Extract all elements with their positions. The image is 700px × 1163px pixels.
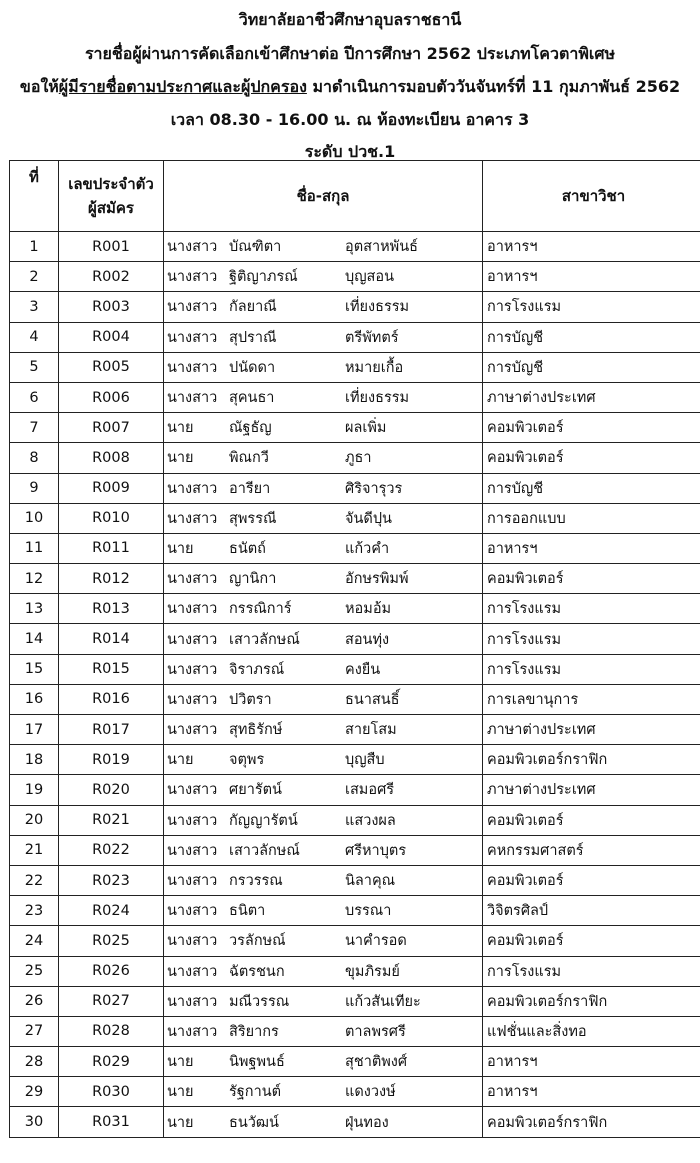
announcement-time-place: เวลา 08.30 - 16.00 น. ณ ห้องทะเบียน อาคาร 3 — [170, 110, 530, 129]
major: คอมพิวเตอร์กราฟิก — [483, 986, 700, 1016]
applicant-id: R014 — [59, 624, 164, 654]
name-title: นางสาว — [167, 873, 218, 890]
full-name-cell — [164, 322, 483, 352]
full-name — [164, 1111, 482, 1134]
college-name: วิทยาลัยอาชีวศึกษาอุบลราชธานี — [238, 10, 462, 29]
major: คอมพิวเตอร์กราฟิก — [483, 1107, 700, 1137]
full-name-cell — [164, 413, 483, 443]
applicant-id: R004 — [59, 322, 164, 352]
table-row — [10, 715, 700, 745]
full-name-cell — [164, 292, 483, 322]
table-row — [10, 1107, 700, 1137]
full-name-cell — [164, 533, 483, 563]
full-name — [164, 778, 482, 801]
major: อาหารฯ — [483, 1047, 700, 1077]
header-applicant-id — [59, 161, 164, 232]
table-row — [10, 473, 700, 503]
full-name — [164, 567, 482, 590]
applicant-id: R013 — [59, 594, 164, 624]
row-number: 1 — [10, 232, 59, 262]
table-row — [10, 835, 700, 865]
header-full-name: ชื่อ-สกุล — [164, 161, 483, 232]
applicant-id: R003 — [59, 292, 164, 322]
full-name — [164, 356, 482, 379]
major: คอมพิวเตอร์ — [483, 805, 700, 835]
table-row — [10, 624, 700, 654]
full-name-cell — [164, 715, 483, 745]
major: คอมพิวเตอร์กราฟิก — [483, 745, 700, 775]
full-name-cell — [164, 684, 483, 714]
applicant-id: R015 — [59, 654, 164, 684]
full-name-cell — [164, 775, 483, 805]
name-title: นาย — [167, 540, 194, 557]
table-row — [10, 745, 700, 775]
first-name: สุทธิรักษ์ — [229, 722, 283, 739]
full-name — [164, 477, 482, 500]
applicant-id: R021 — [59, 805, 164, 835]
row-number: 23 — [10, 896, 59, 926]
first-name: กรรณิการ์ — [229, 601, 292, 618]
applicant-id: R010 — [59, 503, 164, 533]
last-name: บรรณา — [345, 903, 392, 920]
first-name: ฐิติญาภรณ์ — [229, 269, 298, 286]
name-title: นางสาว — [167, 631, 218, 648]
major: คอมพิวเตอร์ — [483, 865, 700, 895]
major: อาหารฯ — [483, 262, 700, 292]
first-name: กัญญารัตน์ — [229, 812, 298, 829]
table-row — [10, 865, 700, 895]
full-name — [164, 326, 482, 349]
student-list-table — [9, 160, 700, 1138]
table-row — [10, 805, 700, 835]
last-name: ศรีหาบุตร — [345, 842, 407, 859]
name-title: นางสาว — [167, 963, 218, 980]
last-name: นาคำรอด — [345, 933, 407, 950]
full-name — [164, 658, 482, 681]
full-name-cell — [164, 805, 483, 835]
name-title: นาย — [167, 1054, 194, 1071]
last-name: แก้วคำ — [345, 540, 390, 557]
applicant-id: R005 — [59, 352, 164, 382]
row-number: 30 — [10, 1107, 59, 1137]
major: อาหารฯ — [483, 232, 700, 262]
row-number: 15 — [10, 654, 59, 684]
name-title: นางสาว — [167, 661, 218, 678]
major: การโรงแรม — [483, 292, 700, 322]
name-title: นาย — [167, 752, 194, 769]
full-name — [164, 748, 482, 771]
table-row — [10, 382, 700, 412]
last-name: เที่ยงธรรม — [345, 390, 410, 407]
applicant-id: R001 — [59, 232, 164, 262]
row-number: 13 — [10, 594, 59, 624]
table-row — [10, 413, 700, 443]
last-name: สุชาติพงศ์ — [345, 1054, 408, 1071]
major: การโรงแรม — [483, 956, 700, 986]
full-name-cell — [164, 443, 483, 473]
full-name-cell — [164, 1047, 483, 1077]
applicant-id: R011 — [59, 533, 164, 563]
full-name-cell — [164, 1107, 483, 1137]
table-body — [10, 232, 700, 1138]
instruction-underlined: ผู้มีรายชื่อตามประกาศและผู้ปกครอง — [58, 77, 307, 96]
first-name: พิณกวี — [229, 450, 269, 467]
applicant-id: R008 — [59, 443, 164, 473]
last-name: ภูธา — [345, 450, 372, 467]
table-row — [10, 986, 700, 1016]
full-name — [164, 386, 482, 409]
major: การบัญชี — [483, 473, 700, 503]
full-name-cell — [164, 654, 483, 684]
name-title: นางสาว — [167, 571, 218, 588]
row-number: 4 — [10, 322, 59, 352]
full-name — [164, 899, 482, 922]
name-title: นางสาว — [167, 510, 218, 527]
full-name — [164, 960, 482, 983]
announcement-instruction — [0, 75, 700, 100]
last-name: ตรีพัทตร์ — [345, 329, 399, 346]
last-name: แก้วสันเทียะ — [345, 993, 421, 1010]
name-title: นางสาว — [167, 842, 218, 859]
instruction-prefix: ขอให้ — [19, 77, 59, 96]
last-name: ผลเพิ่ม — [345, 420, 387, 437]
name-title: นางสาว — [167, 1023, 218, 1040]
full-name — [164, 1080, 482, 1103]
last-name: จันดีปุน — [345, 510, 392, 527]
first-name: เสาวลักษณ์ — [229, 842, 300, 859]
major: คหกรรมศาสตร์ — [483, 835, 700, 865]
full-name-cell — [164, 745, 483, 775]
applicant-id: R025 — [59, 926, 164, 956]
last-name: ฝุ่นทอง — [345, 1114, 389, 1131]
applicant-id: R012 — [59, 564, 164, 594]
full-name — [164, 718, 482, 741]
row-number: 28 — [10, 1047, 59, 1077]
major: การโรงแรม — [483, 624, 700, 654]
name-title: นางสาว — [167, 239, 218, 256]
header-major: สาขาวิชา — [483, 161, 700, 232]
row-number: 17 — [10, 715, 59, 745]
full-name — [164, 416, 482, 439]
applicant-id: R020 — [59, 775, 164, 805]
first-name: จิราภรณ์ — [229, 661, 285, 678]
table-row — [10, 292, 700, 322]
education-level: ระดับ ปวช.1 — [304, 142, 396, 161]
full-name — [164, 235, 482, 258]
last-name: หมายเกื้อ — [345, 359, 404, 376]
name-title: นางสาว — [167, 299, 218, 316]
full-name — [164, 929, 482, 952]
row-number: 29 — [10, 1077, 59, 1107]
row-number: 27 — [10, 1016, 59, 1046]
full-name — [164, 446, 482, 469]
applicant-id: R030 — [59, 1077, 164, 1107]
last-name: เที่ยงธรรม — [345, 299, 410, 316]
last-name: ธนาสนธิ์ — [345, 691, 400, 708]
applicant-id: R007 — [59, 413, 164, 443]
full-name-cell — [164, 926, 483, 956]
first-name: สุปราณี — [229, 329, 277, 346]
applicant-id: R002 — [59, 262, 164, 292]
full-name-cell — [164, 835, 483, 865]
table-row — [10, 896, 700, 926]
first-name: ธนิตา — [229, 903, 266, 920]
table-row — [10, 322, 700, 352]
major: คอมพิวเตอร์ — [483, 926, 700, 956]
name-title: นางสาว — [167, 993, 218, 1010]
applicant-id: R009 — [59, 473, 164, 503]
applicant-id: R026 — [59, 956, 164, 986]
major: การบัญชี — [483, 322, 700, 352]
full-name — [164, 628, 482, 651]
table-row — [10, 1047, 700, 1077]
full-name-cell — [164, 382, 483, 412]
first-name: ธนัตถ์ — [229, 540, 266, 557]
major: การเลขานุการ — [483, 684, 700, 714]
row-number: 24 — [10, 926, 59, 956]
full-name-cell — [164, 624, 483, 654]
last-name: ขุมภิรมย์ — [345, 963, 400, 980]
last-name: คงยืน — [345, 661, 381, 678]
name-title: นางสาว — [167, 359, 218, 376]
major: แฟชั่นและสิ่งทอ — [483, 1016, 700, 1046]
first-name: รัฐกานต์ — [229, 1084, 282, 1101]
applicant-id: R019 — [59, 745, 164, 775]
row-number: 19 — [10, 775, 59, 805]
instruction-suffix: มาดำเนินการมอบตัววันจันทร์ที่ 11 กุมภาพันธ์ 2562 — [306, 77, 681, 96]
first-name: กรวรรณ — [229, 873, 283, 890]
first-name: นิพฐพนธ์ — [229, 1054, 285, 1071]
row-number: 10 — [10, 503, 59, 533]
major: ภาษาต่างประเทศ — [483, 715, 700, 745]
row-number: 3 — [10, 292, 59, 322]
row-number: 22 — [10, 865, 59, 895]
name-title: นาย — [167, 1114, 194, 1131]
last-name: อักษรพิมพ์ — [345, 571, 409, 588]
row-number: 14 — [10, 624, 59, 654]
applicant-id: R023 — [59, 865, 164, 895]
applicant-id: R016 — [59, 684, 164, 714]
name-title: นาย — [167, 1084, 194, 1101]
last-name: เสมอศรี — [345, 782, 395, 799]
full-name-cell — [164, 564, 483, 594]
full-name-cell — [164, 865, 483, 895]
last-name: บุญสืบ — [345, 752, 385, 769]
table-row — [10, 443, 700, 473]
last-name: สายโสม — [345, 722, 397, 739]
full-name — [164, 265, 482, 288]
first-name: เสาวลักษณ์ — [229, 631, 300, 648]
applicant-id: R027 — [59, 986, 164, 1016]
first-name: วรลักษณ์ — [229, 933, 286, 950]
name-title: นางสาว — [167, 812, 218, 829]
name-title: นางสาว — [167, 903, 218, 920]
last-name: อุตสาหพันธ์ — [345, 239, 418, 256]
major: อาหารฯ — [483, 533, 700, 563]
full-name — [164, 809, 482, 832]
full-name — [164, 839, 482, 862]
name-title: นางสาว — [167, 782, 218, 799]
row-number: 5 — [10, 352, 59, 382]
header-no: ที่ — [10, 161, 59, 232]
name-title: นางสาว — [167, 933, 218, 950]
row-number: 2 — [10, 262, 59, 292]
applicant-id: R017 — [59, 715, 164, 745]
major: อาหารฯ — [483, 1077, 700, 1107]
applicant-id: R024 — [59, 896, 164, 926]
last-name: สอนทุ่ง — [345, 631, 390, 648]
row-number: 16 — [10, 684, 59, 714]
full-name-cell — [164, 1077, 483, 1107]
full-name-cell — [164, 352, 483, 382]
full-name — [164, 597, 482, 620]
full-name — [164, 507, 482, 530]
full-name — [164, 869, 482, 892]
first-name: ปนัดดา — [229, 359, 276, 376]
name-title: นางสาว — [167, 329, 218, 346]
row-number: 25 — [10, 956, 59, 986]
first-name: อารียา — [229, 480, 271, 497]
full-name — [164, 1050, 482, 1073]
name-title: นางสาว — [167, 691, 218, 708]
applicant-id: R022 — [59, 835, 164, 865]
name-title: นางสาว — [167, 480, 218, 497]
first-name: ฉัตรชนก — [229, 963, 285, 980]
table-row — [10, 956, 700, 986]
table-row — [10, 1077, 700, 1107]
table-header-row — [10, 161, 700, 232]
major: การโรงแรม — [483, 594, 700, 624]
last-name: แดงวงษ์ — [345, 1084, 396, 1101]
table-row — [10, 926, 700, 956]
last-name: ศิริจารุวร — [345, 480, 403, 497]
table-row — [10, 654, 700, 684]
announcement-title: รายชื่อผู้ผ่านการคัดเลือกเข้าศึกษาต่อ ปีการศึกษา 2562 ประเภทโควตาพิเศษ — [84, 44, 616, 63]
full-name-cell — [164, 503, 483, 533]
major: คอมพิวเตอร์ — [483, 413, 700, 443]
table-row — [10, 684, 700, 714]
major: การออกแบบ — [483, 503, 700, 533]
first-name: สุคนธา — [229, 390, 275, 407]
first-name: มณีวรรณ — [229, 993, 290, 1010]
full-name — [164, 688, 482, 711]
major: ภาษาต่างประเทศ — [483, 382, 700, 412]
header-applicant-id-line1: เลขประจำตัว — [68, 175, 154, 193]
row-number: 6 — [10, 382, 59, 412]
first-name: สุพรรณี — [229, 510, 277, 527]
full-name-cell — [164, 896, 483, 926]
table-row — [10, 352, 700, 382]
last-name: ตาลพรศรี — [345, 1023, 406, 1040]
major: การโรงแรม — [483, 654, 700, 684]
major: คอมพิวเตอร์ — [483, 443, 700, 473]
major: การบัญชี — [483, 352, 700, 382]
full-name — [164, 537, 482, 560]
last-name: บุญสอน — [345, 269, 395, 286]
name-title: นางสาว — [167, 269, 218, 286]
first-name: บัณฑิตา — [229, 239, 282, 256]
table-row — [10, 1016, 700, 1046]
row-number: 9 — [10, 473, 59, 503]
full-name-cell — [164, 473, 483, 503]
row-number: 7 — [10, 413, 59, 443]
first-name: ธนวัฒน์ — [229, 1114, 279, 1131]
first-name: ปวิตรา — [229, 691, 272, 708]
row-number: 11 — [10, 533, 59, 563]
full-name-cell — [164, 986, 483, 1016]
name-title: นางสาว — [167, 601, 218, 618]
full-name — [164, 1020, 482, 1043]
last-name: แสวงผล — [345, 812, 396, 829]
name-title: นาย — [167, 450, 194, 467]
full-name — [164, 295, 482, 318]
name-title: นางสาว — [167, 722, 218, 739]
first-name: ศยารัตน์ — [229, 782, 282, 799]
first-name: กัลยาณี — [229, 299, 277, 316]
row-number: 20 — [10, 805, 59, 835]
major: วิจิตรศิลป์ — [483, 896, 700, 926]
row-number: 26 — [10, 986, 59, 1016]
header-applicant-id-line2: ผู้สมัคร — [88, 199, 134, 217]
row-number: 18 — [10, 745, 59, 775]
first-name: จตุพร — [229, 752, 265, 769]
full-name-cell — [164, 594, 483, 624]
applicant-id: R028 — [59, 1016, 164, 1046]
table-row — [10, 232, 700, 262]
applicant-id: R031 — [59, 1107, 164, 1137]
last-name: หอมอ้ม — [345, 601, 392, 618]
major: ภาษาต่างประเทศ — [483, 775, 700, 805]
name-title: นางสาว — [167, 390, 218, 407]
row-number: 21 — [10, 835, 59, 865]
table-row — [10, 262, 700, 292]
full-name-cell — [164, 1016, 483, 1046]
table-row — [10, 564, 700, 594]
row-number: 8 — [10, 443, 59, 473]
last-name: นิลาคุณ — [345, 873, 396, 890]
full-name-cell — [164, 262, 483, 292]
full-name-cell — [164, 956, 483, 986]
major: คอมพิวเตอร์ — [483, 564, 700, 594]
table-row — [10, 533, 700, 563]
first-name: สิริยากร — [229, 1023, 279, 1040]
full-name-cell — [164, 232, 483, 262]
first-name: ณัฐธัญ — [229, 420, 272, 437]
table-row — [10, 775, 700, 805]
first-name: ญานิกา — [229, 571, 277, 588]
table-row — [10, 503, 700, 533]
table-row — [10, 594, 700, 624]
row-number: 12 — [10, 564, 59, 594]
applicant-id: R006 — [59, 382, 164, 412]
applicant-id: R029 — [59, 1047, 164, 1077]
name-title: นาย — [167, 420, 194, 437]
full-name — [164, 990, 482, 1013]
